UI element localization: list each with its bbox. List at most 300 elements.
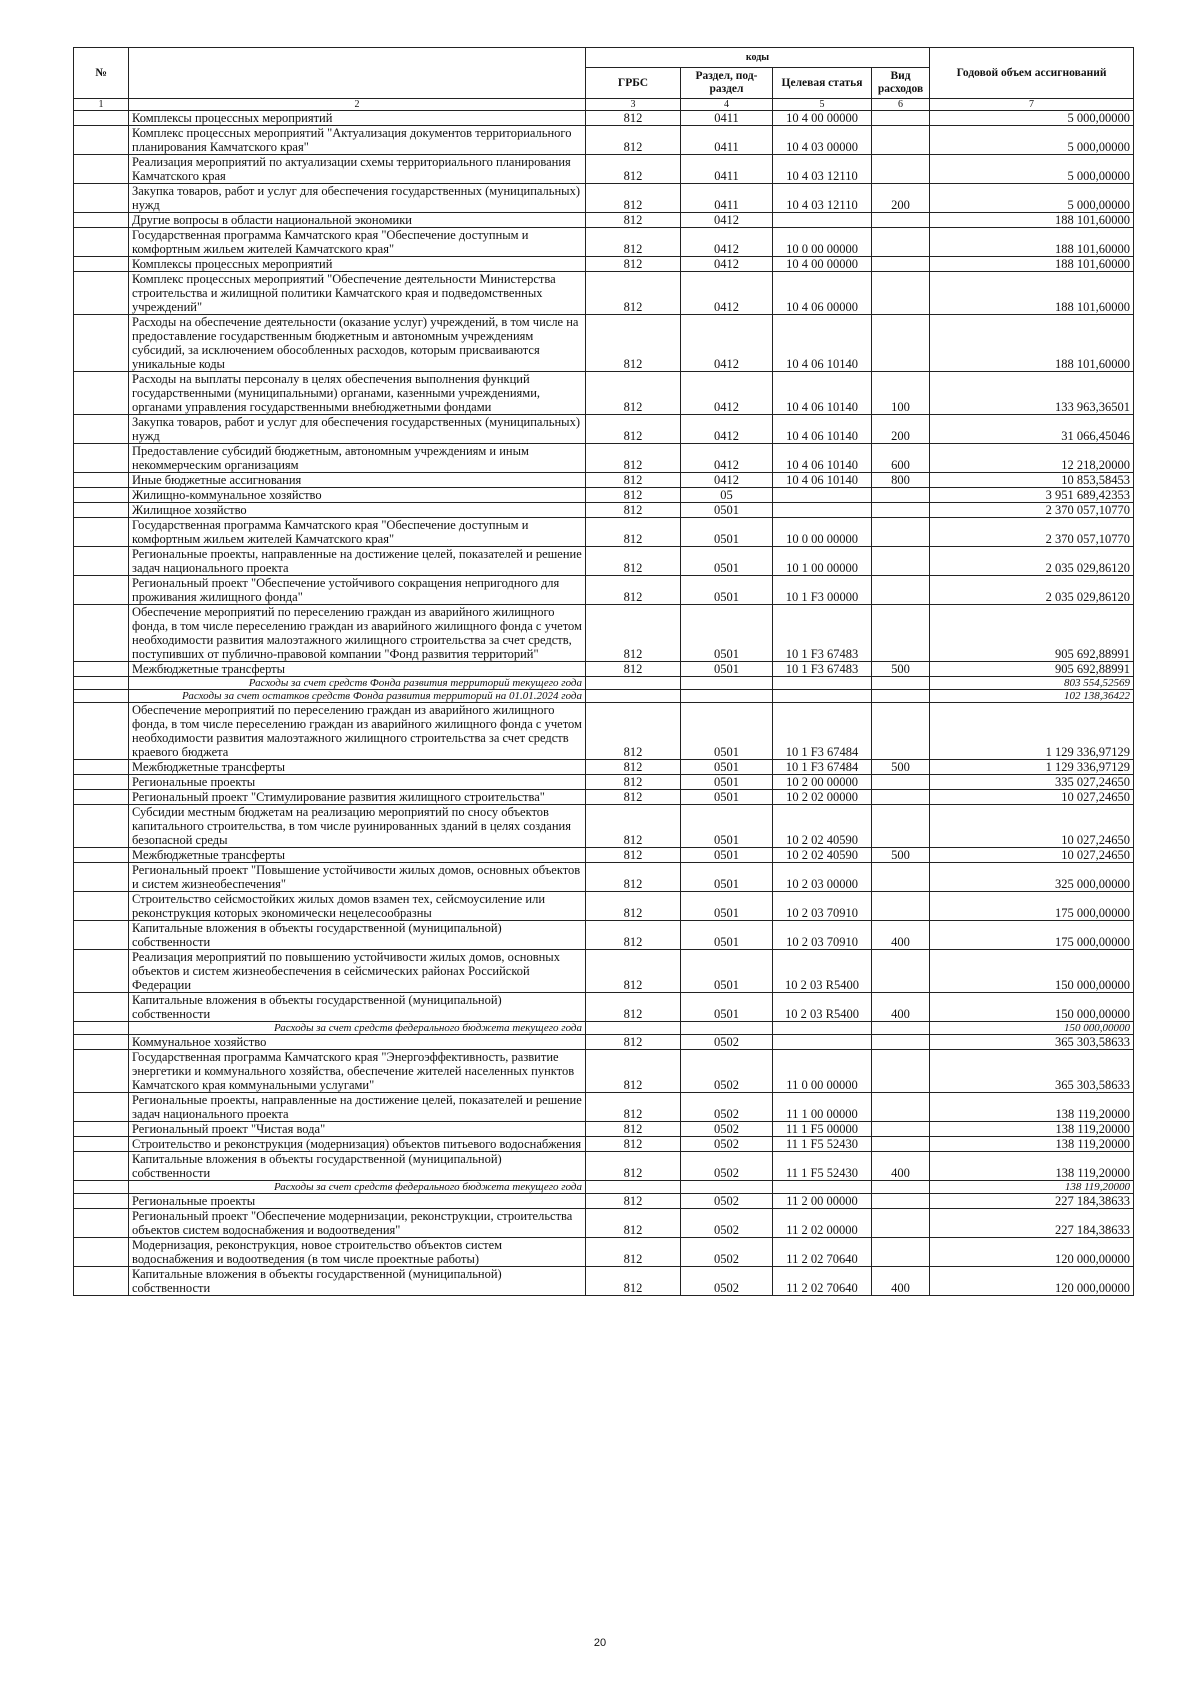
cell-grbs: 812	[586, 1035, 681, 1050]
cell-cs	[773, 1181, 872, 1194]
header-num-4: 4	[681, 99, 773, 111]
cell-vr	[872, 488, 930, 503]
cell-grbs: 812	[586, 950, 681, 993]
cell-name: Жилищное хозяйство	[129, 503, 586, 518]
cell-no	[74, 1035, 129, 1050]
cell-grbs: 812	[586, 775, 681, 790]
cell-no	[74, 1022, 129, 1035]
cell-amount: 365 303,58633	[930, 1050, 1134, 1093]
cell-name: Реализация мероприятий по актуализации схемы территориального планирования Камчатского края	[129, 155, 586, 184]
table-row	[74, 775, 1134, 790]
cell-rz: 0412	[681, 213, 773, 228]
cell-no	[74, 848, 129, 863]
cell-name: Межбюджетные трансферты	[129, 848, 586, 863]
cell-amount: 227 184,38633	[930, 1194, 1134, 1209]
cell-name: Государственная программа Камчатского края "Обеспечение доступным и комфортным жильем жителей Камчатского края"	[129, 228, 586, 257]
cell-amount: 3 951 689,42353	[930, 488, 1134, 503]
table-row	[74, 1194, 1134, 1209]
cell-cs: 10 0 00 00000	[773, 518, 872, 547]
cell-no	[74, 257, 129, 272]
table-row	[74, 1238, 1134, 1267]
cell-grbs: 812	[586, 662, 681, 677]
cell-amount: 227 184,38633	[930, 1209, 1134, 1238]
cell-name: Расходы за счет средств федерального бюджета текущего года	[129, 1181, 586, 1194]
cell-amount: 175 000,00000	[930, 892, 1134, 921]
cell-cs: 11 2 02 70640	[773, 1267, 872, 1296]
cell-cs: 10 1 F3 67484	[773, 703, 872, 760]
cell-vr	[872, 213, 930, 228]
cell-vr	[872, 1050, 930, 1093]
cell-rz: 0502	[681, 1122, 773, 1137]
cell-cs: 10 1 F3 67483	[773, 662, 872, 677]
cell-name: Комплексы процессных мероприятий	[129, 111, 586, 126]
table-row	[74, 257, 1134, 272]
cell-amount: 5 000,00000	[930, 155, 1134, 184]
cell-cs	[773, 677, 872, 690]
cell-name: Строительство сейсмостойких жилых домов взамен тех, сейсмоусиление или реконструкция которых экономически нецелесообразны	[129, 892, 586, 921]
cell-name: Модернизация, реконструкция, новое строительство объектов систем водоснабжения и водоотведения (в том числе проектные работы)	[129, 1238, 586, 1267]
cell-cs	[773, 1022, 872, 1035]
cell-vr	[872, 1209, 930, 1238]
cell-no	[74, 1152, 129, 1181]
cell-rz: 0412	[681, 228, 773, 257]
cell-cs: 11 0 00 00000	[773, 1050, 872, 1093]
cell-rz: 0412	[681, 272, 773, 315]
cell-name: Расходы за счет средств Фонда развития территорий текущего года	[129, 677, 586, 690]
cell-rz	[681, 1181, 773, 1194]
cell-name: Иные бюджетные ассигнования	[129, 473, 586, 488]
cell-vr	[872, 1194, 930, 1209]
cell-vr	[872, 775, 930, 790]
cell-name: Расходы за счет средств федерального бюджета текущего года	[129, 1022, 586, 1035]
cell-cs: 10 4 06 10140	[773, 444, 872, 473]
cell-grbs: 812	[586, 257, 681, 272]
cell-amount: 1 129 336,97129	[930, 703, 1134, 760]
cell-rz: 0501	[681, 775, 773, 790]
cell-grbs: 812	[586, 213, 681, 228]
cell-vr	[872, 257, 930, 272]
cell-cs: 10 2 03 R5400	[773, 993, 872, 1022]
cell-grbs: 812	[586, 228, 681, 257]
cell-no	[74, 993, 129, 1022]
table-row	[74, 993, 1134, 1022]
cell-no	[74, 272, 129, 315]
cell-no	[74, 155, 129, 184]
cell-grbs: 812	[586, 863, 681, 892]
cell-amount: 5 000,00000	[930, 126, 1134, 155]
cell-rz: 0411	[681, 155, 773, 184]
cell-no	[74, 1050, 129, 1093]
cell-amount: 905 692,88991	[930, 662, 1134, 677]
table-row	[74, 184, 1134, 213]
cell-no	[74, 1137, 129, 1152]
cell-rz: 0501	[681, 518, 773, 547]
cell-rz: 0411	[681, 111, 773, 126]
cell-no	[74, 415, 129, 444]
cell-name: Региональный проект "Стимулирование развития жилищного строительства"	[129, 790, 586, 805]
cell-name: Региональный проект "Чистая вода"	[129, 1122, 586, 1137]
cell-rz: 0502	[681, 1267, 773, 1296]
cell-name: Капитальные вложения в объекты государственной (муниципальной) собственности	[129, 1152, 586, 1181]
cell-vr: 500	[872, 662, 930, 677]
cell-grbs: 812	[586, 126, 681, 155]
cell-rz: 0501	[681, 576, 773, 605]
cell-cs: 10 2 03 00000	[773, 863, 872, 892]
cell-vr	[872, 272, 930, 315]
cell-amount: 2 370 057,10770	[930, 503, 1134, 518]
cell-vr	[872, 677, 930, 690]
table-row	[74, 473, 1134, 488]
cell-vr	[872, 111, 930, 126]
table-row	[74, 703, 1134, 760]
cell-name: Расходы на выплаты персоналу в целях обеспечения выполнения функций государственными (муниципальными) органами, казенными учреждениями, органами управления государственными внебюджетными фондами	[129, 372, 586, 415]
cell-vr	[872, 576, 930, 605]
cell-amount: 138 119,20000	[930, 1181, 1134, 1194]
cell-no	[74, 892, 129, 921]
cell-grbs: 812	[586, 444, 681, 473]
cell-rz: 0501	[681, 703, 773, 760]
cell-no	[74, 805, 129, 848]
header-num-2: 2	[129, 99, 586, 111]
table-row	[74, 662, 1134, 677]
cell-vr	[872, 690, 930, 703]
cell-amount: 150 000,00000	[930, 1022, 1134, 1035]
cell-vr	[872, 547, 930, 576]
cell-vr	[872, 503, 930, 518]
table-row	[74, 1050, 1134, 1093]
cell-name: Региональный проект "Обеспечение устойчивого сокращения непригодного для проживания жилищного фонда"	[129, 576, 586, 605]
cell-rz: 0502	[681, 1194, 773, 1209]
cell-amount: 1 129 336,97129	[930, 760, 1134, 775]
cell-no	[74, 662, 129, 677]
cell-cs: 10 1 00 00000	[773, 547, 872, 576]
header-razdel: Раздел, под-раздел	[681, 68, 773, 99]
cell-vr: 100	[872, 372, 930, 415]
cell-amount: 803 554,52569	[930, 677, 1134, 690]
cell-grbs: 812	[586, 1267, 681, 1296]
table-row	[74, 155, 1134, 184]
cell-vr	[872, 1022, 930, 1035]
cell-cs: 10 4 06 10140	[773, 315, 872, 372]
cell-grbs: 812	[586, 993, 681, 1022]
cell-grbs: 812	[586, 372, 681, 415]
header-amount: Годовой объем ассигнований	[930, 48, 1134, 99]
cell-rz	[681, 677, 773, 690]
cell-amount: 188 101,60000	[930, 315, 1134, 372]
cell-rz: 0501	[681, 605, 773, 662]
cell-amount: 175 000,00000	[930, 921, 1134, 950]
cell-vr: 400	[872, 921, 930, 950]
cell-no	[74, 228, 129, 257]
cell-rz: 0501	[681, 760, 773, 775]
cell-name: Государственная программа Камчатского края "Энергоэффективность, развитие энергетики и коммунального хозяйства, обеспечение жителей населенных пунктов Камчатского края коммунальными услугами"	[129, 1050, 586, 1093]
cell-grbs: 812	[586, 1194, 681, 1209]
cell-no	[74, 518, 129, 547]
cell-grbs: 812	[586, 790, 681, 805]
cell-vr: 500	[872, 848, 930, 863]
cell-grbs: 812	[586, 760, 681, 775]
cell-no	[74, 921, 129, 950]
cell-amount: 10 027,24650	[930, 848, 1134, 863]
cell-amount: 31 066,45046	[930, 415, 1134, 444]
cell-name: Региональные проекты, направленные на достижение целей, показателей и решение задач национального проекта	[129, 1093, 586, 1122]
cell-no	[74, 1093, 129, 1122]
cell-grbs: 812	[586, 1238, 681, 1267]
cell-name: Капитальные вложения в объекты государственной (муниципальной) собственности	[129, 993, 586, 1022]
cell-no	[74, 547, 129, 576]
cell-cs: 11 2 02 70640	[773, 1238, 872, 1267]
cell-name: Региональный проект "Повышение устойчивости жилых домов, основных объектов и систем жизнеобеспечения"	[129, 863, 586, 892]
cell-rz: 0502	[681, 1050, 773, 1093]
cell-name: Государственная программа Камчатского края "Обеспечение доступным и комфортным жильем жителей Камчатского края"	[129, 518, 586, 547]
cell-vr	[872, 518, 930, 547]
cell-grbs: 812	[586, 1209, 681, 1238]
cell-cs: 10 4 00 00000	[773, 111, 872, 126]
cell-grbs: 812	[586, 1050, 681, 1093]
cell-rz: 0411	[681, 126, 773, 155]
cell-no	[74, 1181, 129, 1194]
table-row	[74, 760, 1134, 775]
cell-rz: 0412	[681, 257, 773, 272]
cell-rz: 0501	[681, 863, 773, 892]
table-row	[74, 444, 1134, 473]
cell-no	[74, 760, 129, 775]
cell-no	[74, 1194, 129, 1209]
cell-amount: 5 000,00000	[930, 111, 1134, 126]
table-row	[74, 518, 1134, 547]
cell-cs: 10 4 06 10140	[773, 473, 872, 488]
cell-grbs	[586, 1022, 681, 1035]
table-row	[74, 272, 1134, 315]
cell-rz: 05	[681, 488, 773, 503]
cell-cs: 10 4 03 12110	[773, 155, 872, 184]
cell-no	[74, 775, 129, 790]
table-row	[74, 1122, 1134, 1137]
cell-rz: 0501	[681, 790, 773, 805]
cell-cs: 10 2 02 00000	[773, 790, 872, 805]
cell-amount: 10 853,58453	[930, 473, 1134, 488]
cell-no	[74, 315, 129, 372]
table-row	[74, 315, 1134, 372]
cell-no	[74, 790, 129, 805]
cell-vr	[872, 790, 930, 805]
table-row	[74, 892, 1134, 921]
cell-grbs: 812	[586, 272, 681, 315]
cell-name: Другие вопросы в области национальной экономики	[129, 213, 586, 228]
cell-vr	[872, 1238, 930, 1267]
cell-no	[74, 605, 129, 662]
cell-amount: 138 119,20000	[930, 1137, 1134, 1152]
header-num-6: 6	[872, 99, 930, 111]
cell-no	[74, 1209, 129, 1238]
cell-name: Закупка товаров, работ и услуг для обеспечения государственных (муниципальных) нужд	[129, 415, 586, 444]
cell-grbs: 812	[586, 921, 681, 950]
cell-vr: 500	[872, 760, 930, 775]
cell-grbs: 812	[586, 155, 681, 184]
cell-name: Расходы за счет остатков средств Фонда развития территорий на 01.01.2024 года	[129, 690, 586, 703]
cell-amount: 150 000,00000	[930, 993, 1134, 1022]
cell-vr: 400	[872, 993, 930, 1022]
table-row	[74, 863, 1134, 892]
cell-cs	[773, 488, 872, 503]
cell-amount: 5 000,00000	[930, 184, 1134, 213]
cell-grbs: 812	[586, 473, 681, 488]
cell-no	[74, 444, 129, 473]
cell-cs: 10 4 00 00000	[773, 257, 872, 272]
cell-name: Обеспечение мероприятий по переселению граждан из аварийного жилищного фонда, в том числе переселению граждан из аварийного жилищного фонда с учетом необходимости развития малоэтажного жилищного строительства за счет средств, поступивших от публично-правовой компании "Фонд развития территорий"	[129, 605, 586, 662]
cell-rz: 0412	[681, 444, 773, 473]
cell-grbs: 812	[586, 1137, 681, 1152]
cell-name: Комплексы процессных мероприятий	[129, 257, 586, 272]
cell-vr	[872, 1122, 930, 1137]
cell-rz: 0501	[681, 547, 773, 576]
header-target: Целевая статья	[773, 68, 872, 99]
header-num-3: 3	[586, 99, 681, 111]
cell-no	[74, 213, 129, 228]
table-row	[74, 1093, 1134, 1122]
cell-vr	[872, 863, 930, 892]
cell-rz: 0501	[681, 662, 773, 677]
cell-name: Жилищно-коммунальное хозяйство	[129, 488, 586, 503]
budget-table-sheet	[73, 47, 1133, 1296]
table-row	[74, 488, 1134, 503]
cell-cs: 10 2 00 00000	[773, 775, 872, 790]
cell-cs: 10 1 F3 67483	[773, 605, 872, 662]
cell-cs: 10 2 03 70910	[773, 892, 872, 921]
cell-grbs: 812	[586, 415, 681, 444]
table-row	[74, 503, 1134, 518]
cell-rz: 0502	[681, 1152, 773, 1181]
cell-rz	[681, 1022, 773, 1035]
table-row	[74, 1035, 1134, 1050]
cell-rz: 0501	[681, 805, 773, 848]
cell-cs: 10 1 F3 67484	[773, 760, 872, 775]
cell-no	[74, 372, 129, 415]
table-row	[74, 950, 1134, 993]
cell-amount: 138 119,20000	[930, 1093, 1134, 1122]
cell-cs: 10 4 06 00000	[773, 272, 872, 315]
cell-vr	[872, 126, 930, 155]
cell-amount: 10 027,24650	[930, 790, 1134, 805]
cell-grbs: 812	[586, 315, 681, 372]
cell-no	[74, 677, 129, 690]
cell-grbs: 812	[586, 111, 681, 126]
cell-no	[74, 503, 129, 518]
cell-vr	[872, 315, 930, 372]
cell-name: Коммунальное хозяйство	[129, 1035, 586, 1050]
table-row	[74, 605, 1134, 662]
cell-amount: 325 000,00000	[930, 863, 1134, 892]
cell-amount: 188 101,60000	[930, 213, 1134, 228]
cell-no	[74, 126, 129, 155]
cell-grbs: 812	[586, 1152, 681, 1181]
cell-cs: 11 2 00 00000	[773, 1194, 872, 1209]
cell-grbs: 812	[586, 184, 681, 213]
cell-cs	[773, 690, 872, 703]
cell-cs: 10 1 F3 00000	[773, 576, 872, 605]
cell-no	[74, 473, 129, 488]
cell-cs: 11 1 00 00000	[773, 1093, 872, 1122]
cell-amount: 12 218,20000	[930, 444, 1134, 473]
cell-cs	[773, 503, 872, 518]
cell-name: Реализация мероприятий по повышению устойчивости жилых домов, основных объектов и систем жизнеобеспечения в сейсмических районах Российской Федерации	[129, 950, 586, 993]
cell-cs: 10 2 02 40590	[773, 848, 872, 863]
cell-vr	[872, 605, 930, 662]
cell-vr	[872, 950, 930, 993]
cell-rz: 0501	[681, 892, 773, 921]
table-row	[74, 415, 1134, 444]
cell-name: Субсидии местным бюджетам на реализацию мероприятий по сносу объектов капитального строительства, в том числе руинированных зданий в целях создания безопасной среды	[129, 805, 586, 848]
cell-rz	[681, 690, 773, 703]
cell-amount: 2 035 029,86120	[930, 547, 1134, 576]
cell-vr	[872, 1137, 930, 1152]
header-codes: коды	[586, 48, 930, 68]
cell-grbs: 812	[586, 503, 681, 518]
cell-name: Межбюджетные трансферты	[129, 760, 586, 775]
cell-grbs: 812	[586, 547, 681, 576]
page-number: 20	[593, 1637, 607, 1649]
cell-grbs: 812	[586, 576, 681, 605]
cell-grbs: 812	[586, 703, 681, 760]
cell-vr	[872, 1035, 930, 1050]
cell-rz: 0502	[681, 1137, 773, 1152]
cell-name: Региональные проекты	[129, 775, 586, 790]
cell-rz: 0501	[681, 503, 773, 518]
cell-vr	[872, 805, 930, 848]
cell-no	[74, 576, 129, 605]
cell-rz: 0501	[681, 993, 773, 1022]
cell-amount: 102 138,36422	[930, 690, 1134, 703]
cell-cs: 10 4 06 10140	[773, 415, 872, 444]
cell-cs: 10 4 03 00000	[773, 126, 872, 155]
cell-cs	[773, 213, 872, 228]
cell-vr: 400	[872, 1152, 930, 1181]
cell-amount: 120 000,00000	[930, 1267, 1134, 1296]
cell-rz: 0501	[681, 921, 773, 950]
cell-no	[74, 703, 129, 760]
cell-grbs	[586, 690, 681, 703]
cell-vr: 800	[872, 473, 930, 488]
cell-cs: 10 2 03 70910	[773, 921, 872, 950]
cell-amount: 188 101,60000	[930, 272, 1134, 315]
cell-rz: 0412	[681, 315, 773, 372]
cell-amount: 2 035 029,86120	[930, 576, 1134, 605]
cell-name: Обеспечение мероприятий по переселению граждан из аварийного жилищного фонда, в том числе переселению граждан из аварийного жилищного фонда с учетом необходимости развития малоэтажного жилищного строительства за счет средств краевого бюджета	[129, 703, 586, 760]
cell-cs: 10 2 02 40590	[773, 805, 872, 848]
cell-name: Межбюджетные трансферты	[129, 662, 586, 677]
cell-name: Закупка товаров, работ и услуг для обеспечения государственных (муниципальных) нужд	[129, 184, 586, 213]
cell-grbs: 812	[586, 605, 681, 662]
cell-vr	[872, 155, 930, 184]
table-row	[74, 1152, 1134, 1181]
cell-vr: 600	[872, 444, 930, 473]
cell-cs: 10 0 00 00000	[773, 228, 872, 257]
cell-amount: 150 000,00000	[930, 950, 1134, 993]
cell-vr: 200	[872, 184, 930, 213]
cell-rz: 0412	[681, 473, 773, 488]
cell-no	[74, 1267, 129, 1296]
cell-amount: 188 101,60000	[930, 257, 1134, 272]
cell-name: Капитальные вложения в объекты государственной (муниципальной) собственности	[129, 921, 586, 950]
cell-vr: 400	[872, 1267, 930, 1296]
cell-no	[74, 1238, 129, 1267]
cell-no	[74, 690, 129, 703]
cell-rz: 0501	[681, 848, 773, 863]
cell-cs: 11 1 F5 00000	[773, 1122, 872, 1137]
budget-table-body	[74, 111, 1134, 1296]
table-row	[74, 1137, 1134, 1152]
cell-no	[74, 863, 129, 892]
